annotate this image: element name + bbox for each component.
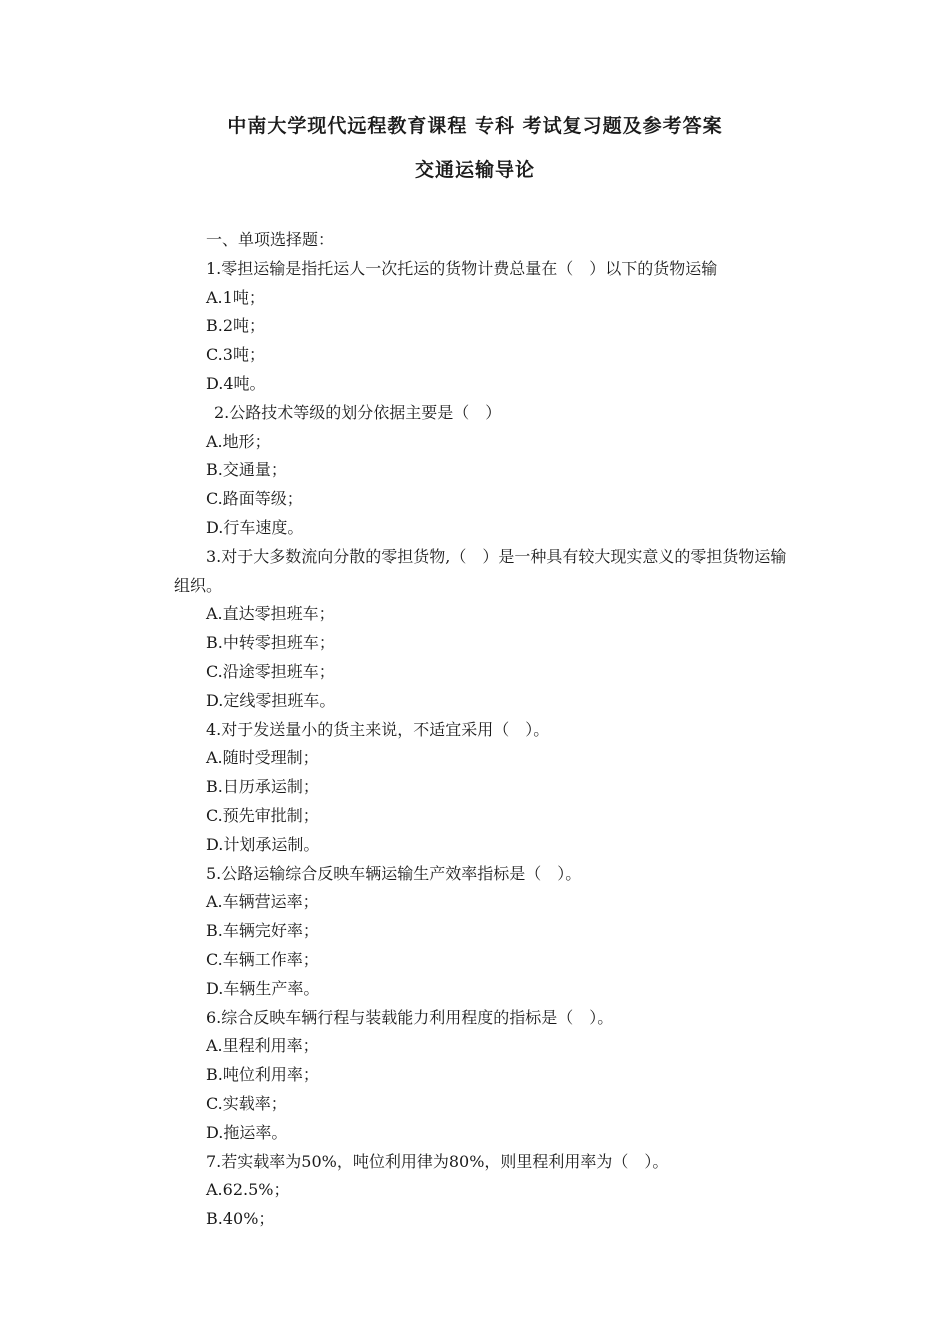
option-2d: D.行车速度。 <box>206 517 304 537</box>
option-4b: B.日历承运制； <box>206 777 319 797</box>
option-3b: B.中转零担班车； <box>206 633 335 653</box>
section-heading: 一、单项选择题： <box>206 230 335 249</box>
question-stem-6: 6.综合反映车辆行程与装载能力利用程度的指标是（ ）。 <box>206 1007 614 1027</box>
option-2a: A.地形； <box>206 431 271 451</box>
course-title: 交通运输导论 <box>414 159 535 181</box>
question-stem-2: 2.公路技术等级的划分依据主要是（ ） <box>214 402 502 422</box>
option-4d: D.计划承运制。 <box>206 834 320 854</box>
question-stem-1: 1.零担运输是指托运人一次托运的货物计费总量在（ ）以下的货物运输 <box>206 258 718 278</box>
option-1c: C.3吨； <box>206 345 265 365</box>
option-5d: D.车辆生产率。 <box>206 978 320 998</box>
option-6b: B.吨位利用率； <box>206 1065 319 1085</box>
option-3d: D.定线零担班车。 <box>206 690 336 710</box>
question-stem-4: 4.对于发送量小的货主来说，不适宜采用（ ）。 <box>206 719 550 739</box>
option-4a: A.随时受理制； <box>206 748 319 768</box>
option-1d: D.4吨。 <box>206 373 266 393</box>
option-5b: B.车辆完好率； <box>206 921 319 941</box>
option-1b: B.2吨； <box>206 316 266 336</box>
option-6d: D.拖运率。 <box>206 1122 288 1142</box>
option-5a: A.车辆营运率； <box>206 892 319 912</box>
option-3a: A.直达零担班车； <box>206 604 335 624</box>
option-3c: C.沿途零担班车； <box>206 661 335 681</box>
question-stem-7: 7.若实载率为50%，吨位利用律为80%，则里程利用率为（ ）。 <box>206 1151 669 1171</box>
question-stem-3: 3.对于大多数流向分散的零担货物,（ ）是一种具有较大现实意义的零担货物运输 <box>206 546 787 566</box>
question-stem-3-continued: 组织。 <box>174 575 223 595</box>
option-2c: C.路面等级； <box>206 489 303 509</box>
option-6c: C.实载率； <box>206 1093 287 1113</box>
option-7b: B.40%； <box>206 1209 275 1229</box>
option-6a: A.里程利用率； <box>206 1036 319 1056</box>
option-4c: C.预先审批制； <box>206 805 319 825</box>
document-title: 中南大学现代远程教育课程 专科 考试复习题及参考答案 <box>227 115 723 137</box>
question-list <box>174 226 814 1234</box>
option-1a: A.1吨； <box>206 287 265 307</box>
option-7a: A.62.5%； <box>206 1180 290 1200</box>
option-2b: B.交通量； <box>206 460 287 480</box>
option-5c: C.车辆工作率； <box>206 949 319 969</box>
question-stem-5: 5.公路运输综合反映车辆运输生产效率指标是（ ）。 <box>206 863 582 883</box>
